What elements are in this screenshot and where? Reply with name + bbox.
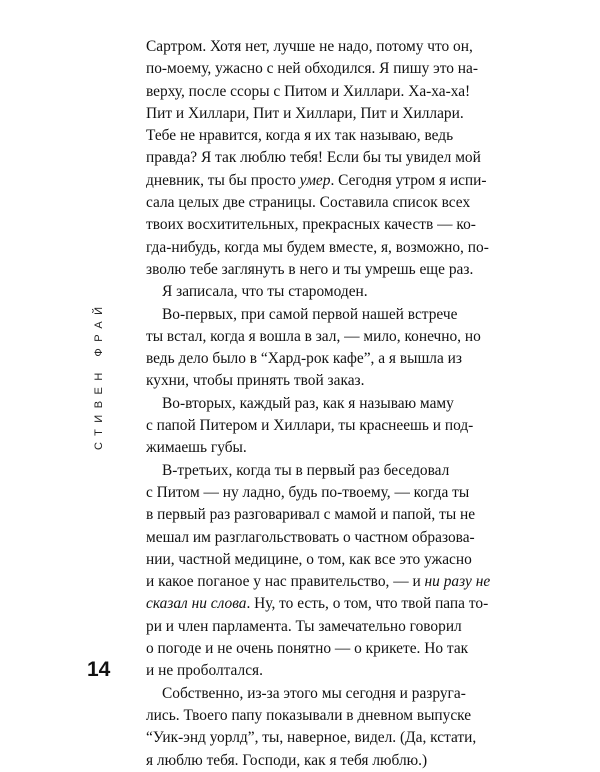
emphasis-text: ни разу не [424, 573, 491, 591]
text-line: жимаешь губы. [146, 439, 247, 457]
text-line [146, 593, 494, 615]
text-run: . Ну, то есть, о том, что твой папа то- [246, 595, 489, 613]
text-line: с Питом — ну ладно, будь по-твоему, — когда ты [146, 483, 470, 501]
text-line: лись. Твоего папу показывали в дневном выпуске [146, 706, 472, 724]
emphasis-text: сказал ни слова [146, 595, 247, 613]
text-line: Собственно, из-за этого мы сегодня и разруга- [162, 684, 466, 702]
text-line: Во-первых, при самой первой нашей встрече [162, 305, 458, 323]
text-run: дневник, ты бы просто [146, 171, 300, 189]
text-line: я люблю тебя. Господи, как я тебя люблю.) [146, 751, 428, 769]
text-line: Во-вторых, каждый раз, как я называю маму [162, 394, 454, 412]
text-line: по-моему, ужасно с ней обходился. Я пишу это на- [146, 60, 478, 78]
text-run: . Сегодня утром я испи- [330, 171, 487, 189]
text-line: Тебе не нравится, когда я их так называю, ведь [146, 127, 454, 145]
page-number: 14 [87, 658, 111, 681]
text-line: Пит и Хиллари, Пит и Хиллари, Пит и Хиллари. [146, 104, 464, 122]
author-running-head: СТИВЕН ФРАЙ [93, 300, 105, 450]
text-line: зволю тебе заглянуть в него и ты умрешь еще раз. [146, 260, 474, 278]
text-line: мешал им разглагольствовать о частном образова- [146, 528, 475, 546]
text-line: в первый раз разговаривал с мамой и папой, ты не [146, 506, 476, 524]
text-line: о погоде и не очень понятно — о крикете. Но так [146, 640, 469, 658]
text-line: правда? Я так люблю тебя! Если бы ты увидел мой [146, 149, 481, 167]
text-line: с папой Питером и Хиллари, ты краснеешь и под- [146, 417, 474, 435]
text-line: кухни, чтобы принять твой заказ. [146, 372, 365, 390]
text-line: Я записала, что ты старомоден. [162, 283, 368, 301]
text-line: нии, частной медицине, о том, как все это ужасно [146, 550, 472, 568]
text-line: сала целых две страницы. Составила список всех [146, 194, 471, 212]
text-line: и не проболтался. [146, 662, 263, 680]
emphasis-text: умер [299, 171, 331, 189]
text-line [146, 571, 494, 593]
text-line [146, 170, 494, 192]
text-line: гда-нибудь, когда мы будем вместе, я, возможно, по- [146, 238, 489, 256]
text-run: и какое поганое у нас правительство, — и [146, 573, 425, 591]
text-line: ри и член парламента. Ты замечательно говорил [146, 617, 462, 635]
text-line: твоих восхитительных, прекрасных качеств — ко- [146, 216, 476, 234]
text-line: верху, после ссоры с Питом и Хиллари. Ха-ха-ха! [146, 82, 471, 100]
text-line: ты встал, когда я вошла в зал, — мило, конечно, но [146, 327, 481, 345]
text-line: В-третьих, когда ты в первый раз беседовал [162, 461, 450, 479]
text-line: “Уик-энд уорлд”, ты, наверное, видел. (Да, кстати, [146, 729, 477, 747]
text-line: ведь дело было в “Хард-рок кафе”, а я вышла из [146, 350, 462, 368]
body-text [146, 36, 494, 772]
text-line: Сартром. Хотя нет, лучше не надо, потому что он, [146, 38, 473, 55]
